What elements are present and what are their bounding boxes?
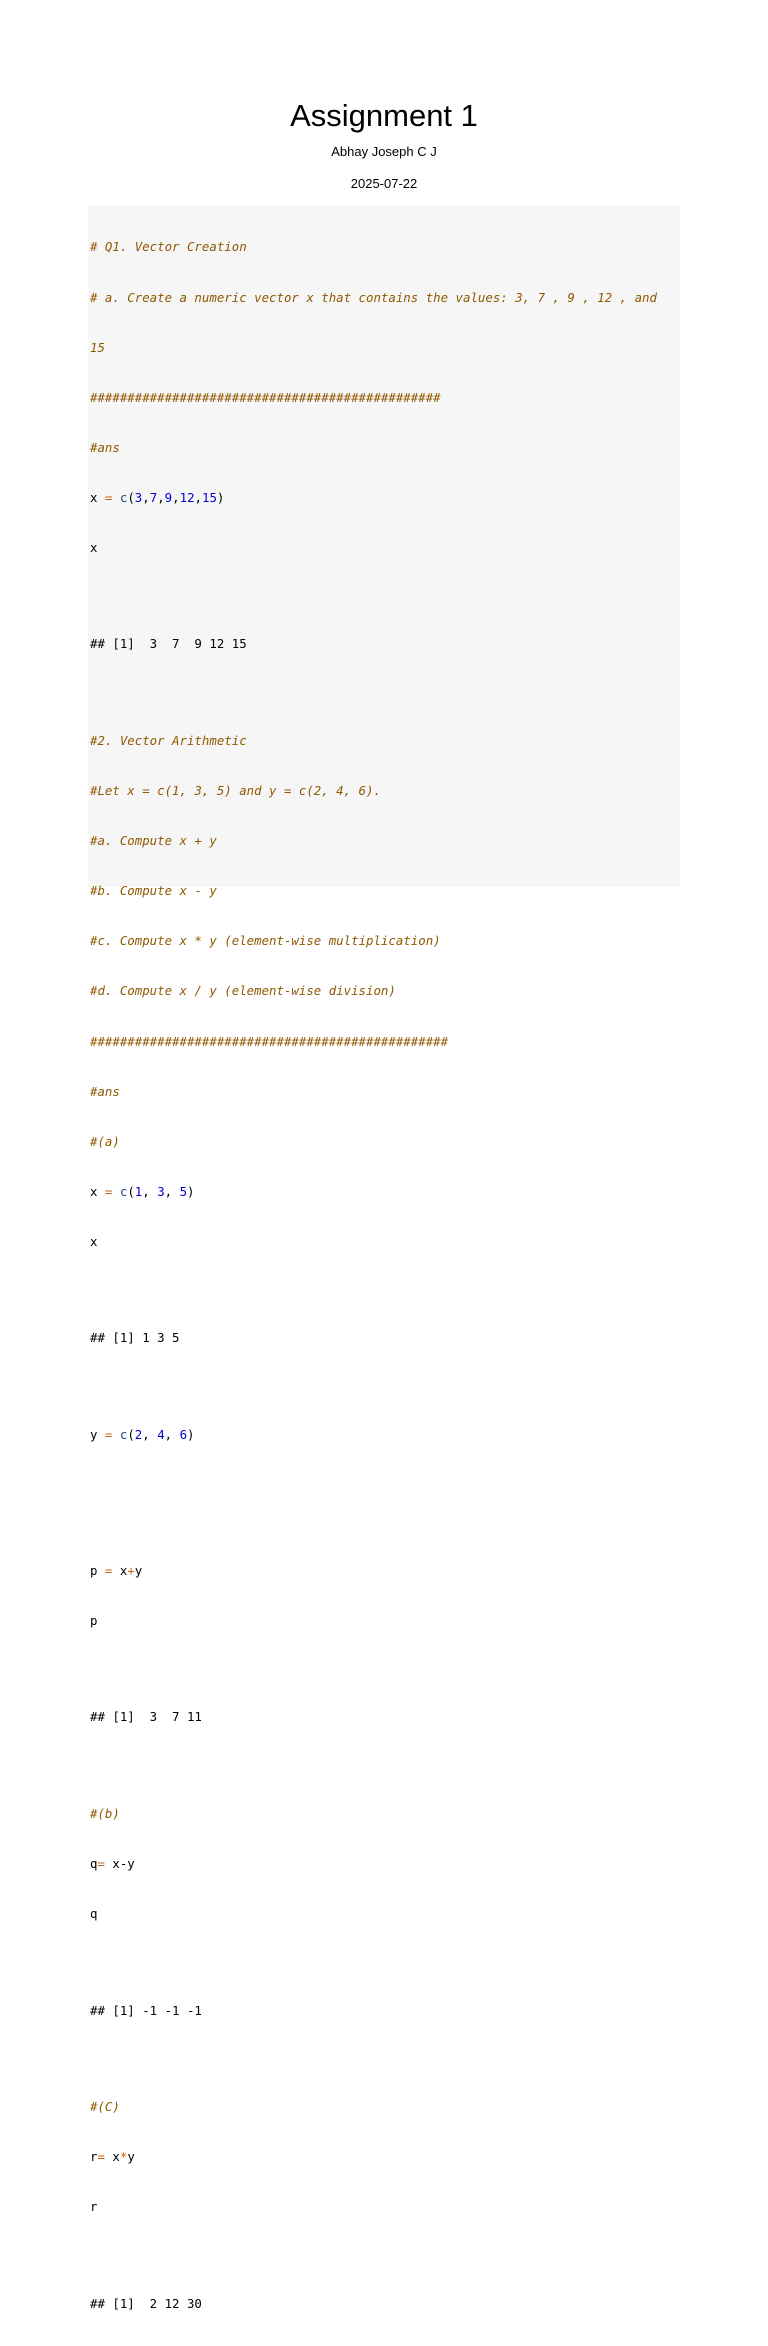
document-date: 2025-07-22 bbox=[350, 176, 418, 191]
code-number: 4 bbox=[157, 1426, 165, 1442]
code-line-x-assign: x = c(1, 3, 5) bbox=[90, 1183, 195, 1199]
code-token: = bbox=[97, 1856, 113, 1871]
code-number: 2 bbox=[134, 1426, 143, 1442]
document-author: Abhay Joseph C J bbox=[331, 144, 437, 159]
code-token: c bbox=[119, 1183, 128, 1199]
code-line-p-assign bbox=[90, 1563, 678, 1580]
code-token: y bbox=[134, 1562, 143, 1578]
code-line: p bbox=[90, 1612, 98, 1628]
code-line: r bbox=[90, 2199, 98, 2215]
code-comment: # Q1. Vector Creation bbox=[90, 239, 247, 255]
code-token: c bbox=[119, 1426, 128, 1442]
code-token: * bbox=[119, 2149, 128, 2165]
code-line: x bbox=[90, 539, 98, 555]
code-comment: #a. Compute x + y bbox=[90, 833, 217, 849]
code-token: x-y bbox=[112, 1856, 135, 1871]
code-token: x bbox=[112, 2149, 120, 2165]
code-comment-rule: ############################################### bbox=[90, 389, 441, 405]
code-number: 7 bbox=[149, 489, 158, 505]
code-block bbox=[90, 206, 678, 2346]
code-token: p bbox=[90, 1562, 98, 1578]
code-token: + bbox=[127, 1562, 135, 1578]
code-comment: 15 bbox=[90, 339, 105, 355]
code-line-x-assign: x = c(3,7,9,12,15) bbox=[90, 489, 225, 505]
code-token: r bbox=[90, 2149, 98, 2165]
code-line-y-assign: y = c(2, 4, 6) bbox=[90, 1426, 195, 1442]
code-token: y bbox=[90, 1426, 98, 1442]
code-comment: #ans bbox=[90, 1083, 120, 1099]
code-output: ## [1] -1 -1 -1 bbox=[90, 2002, 202, 2018]
code-comment: #b. Compute x - y bbox=[90, 883, 217, 899]
code-comment: #(a) bbox=[90, 1133, 120, 1149]
code-token: x bbox=[90, 1183, 98, 1199]
code-number: 6 bbox=[179, 1426, 188, 1442]
code-output: ## [1] 2 12 30 bbox=[90, 2295, 202, 2311]
code-comment: #(b) bbox=[90, 1805, 120, 1821]
code-output: ## [1] 3 7 11 bbox=[90, 1709, 202, 1725]
code-line: x bbox=[90, 1233, 98, 1249]
code-number: 5 bbox=[179, 1183, 188, 1199]
code-comment: #Let x = c(1, 3, 5) and y = c(2, 4, 6). bbox=[90, 783, 381, 799]
code-number: 1 bbox=[134, 1183, 143, 1199]
code-comment: #2. Vector Arithmetic bbox=[90, 732, 247, 748]
code-number: 3 bbox=[157, 1183, 165, 1199]
code-comment: #d. Compute x / y (element-wise division) bbox=[90, 983, 396, 999]
code-token: = bbox=[97, 1562, 120, 1578]
code-token: = bbox=[97, 489, 120, 505]
code-token: y bbox=[127, 2149, 135, 2165]
code-comment: # a. Create a numeric vector x that contains the values: 3, 7 , 9 , 12 , and bbox=[90, 289, 657, 305]
code-comment-rule: ################################################ bbox=[90, 1033, 449, 1049]
code-token: c bbox=[119, 489, 128, 505]
code-line-q-assign bbox=[90, 1856, 678, 1873]
code-number: 12 bbox=[179, 489, 195, 505]
code-token: x bbox=[119, 1562, 128, 1578]
code-number: 15 bbox=[202, 489, 217, 505]
code-output: ## [1] 3 7 9 12 15 bbox=[90, 636, 247, 652]
code-number: 3 bbox=[134, 489, 143, 505]
code-token: = bbox=[97, 1426, 120, 1442]
code-token: = bbox=[97, 2149, 113, 2165]
code-comment: #(C) bbox=[90, 2099, 120, 2115]
code-token: q bbox=[90, 1856, 98, 1871]
code-token: x bbox=[90, 489, 98, 505]
document-title: Assignment 1 bbox=[290, 98, 478, 133]
code-line: q bbox=[90, 1906, 98, 1922]
code-comment: #ans bbox=[90, 439, 120, 455]
code-line-r-assign bbox=[90, 2149, 678, 2166]
code-comment: #c. Compute x * y (element-wise multiplication) bbox=[90, 933, 441, 949]
code-output: ## [1] 1 3 5 bbox=[90, 1330, 180, 1346]
code-number: 9 bbox=[164, 489, 173, 505]
code-token: = bbox=[97, 1183, 120, 1199]
